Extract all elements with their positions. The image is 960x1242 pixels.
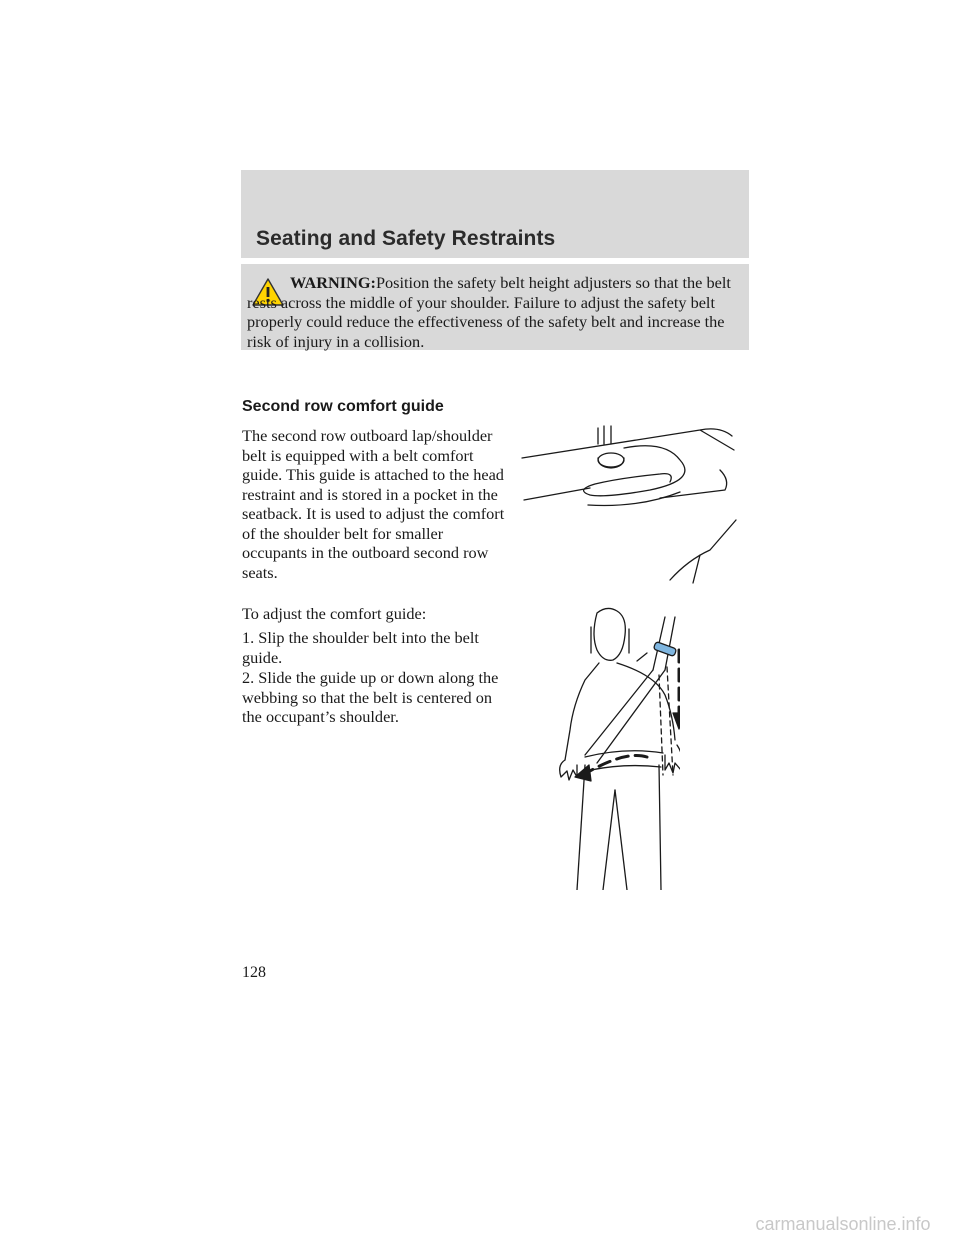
- warning-box: [241, 264, 749, 350]
- comfort-guide-intro: The second row outboard lap/shoulder belt is equipped with a belt comfort guide. This guide is attached to the head restraint and is stored in a pocket in the seatback. It is used to adjust the comfort of the shoulder belt for smaller occupants in the outboard second row seats.: [242, 426, 505, 582]
- warning-body: Position the safety belt height adjusters so that the belt rests across the middle of your shoulder. Failure to adjust the safety belt properly could reduce the effectiveness of the safety belt and increase the risk of injury in a collision.: [247, 273, 731, 351]
- svg-text:carmanualsonline.info: carmanualsonline.info: [755, 1214, 931, 1234]
- warning-text: [247, 273, 741, 351]
- head-restraint-guide-illustration: [520, 420, 740, 585]
- section-header: [241, 170, 749, 258]
- watermark-logo: [735, 1212, 951, 1236]
- adjust-intro: To adjust the comfort guide:: [242, 604, 427, 623]
- page-number: 128: [242, 964, 266, 981]
- warning-label: WARNING:: [290, 273, 376, 292]
- comfort-guide-heading: Second row comfort guide: [242, 398, 444, 415]
- occupant-belt-guide-illustration: [555, 605, 680, 890]
- step-2: 2. Slide the guide up or down along the webbing so that the belt is centered on the occupant’s shoulder.: [242, 668, 499, 726]
- step-1: 1. Slip the shoulder belt into the belt guide.: [242, 628, 479, 667]
- section-title: Seating and Safety Restraints: [256, 227, 556, 250]
